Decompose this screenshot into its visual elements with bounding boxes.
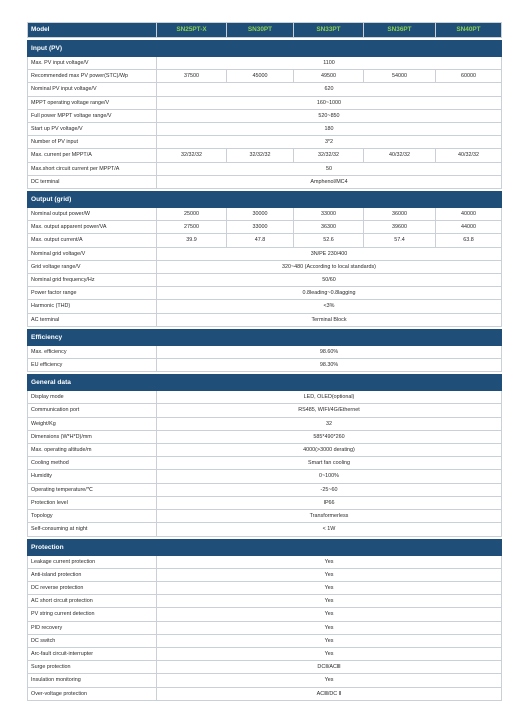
spec-value: 49500 <box>294 70 364 83</box>
spec-row <box>28 109 502 122</box>
spec-label: Power factor range <box>28 287 157 300</box>
spec-label: Topology <box>28 510 157 523</box>
spec-label: EU efficiency <box>28 359 157 372</box>
section-title: Output (grid) <box>28 192 502 208</box>
section-header-row <box>28 375 502 391</box>
spec-value: 32/32/32 <box>294 149 364 162</box>
spec-label: Humidity <box>28 470 157 483</box>
spec-value: 33000 <box>294 208 364 221</box>
spec-value: 4000(>3000 derating) <box>157 444 502 457</box>
spec-row <box>28 634 502 647</box>
spec-label: Recommended max PV power(STC)/Wp <box>28 70 157 83</box>
spec-row <box>28 123 502 136</box>
spec-value: 1100 <box>157 57 502 70</box>
model-header-row <box>28 23 502 38</box>
spec-row <box>28 404 502 417</box>
spec-value: IP66 <box>157 496 502 509</box>
spec-row <box>28 96 502 109</box>
spec-value: 32/32/32 <box>227 149 294 162</box>
section-header-row <box>28 41 502 57</box>
spec-value: DCⅡ/ACⅢ <box>157 661 502 674</box>
spec-label: Nominal grid voltage/V <box>28 247 157 260</box>
model-name: SN36PT <box>364 23 436 38</box>
spec-value: 36000 <box>364 208 436 221</box>
spec-label: Full power MPPT voltage range/V <box>28 109 157 122</box>
spec-label: Leakage current protection <box>28 555 157 568</box>
spec-label: AC terminal <box>28 313 157 326</box>
spec-value: 40/32/32 <box>436 149 502 162</box>
spec-label: Nominal output power/W <box>28 208 157 221</box>
spec-label: Max. efficiency <box>28 345 157 358</box>
spec-value: 3*2 <box>157 136 502 149</box>
spec-label: Grid voltage range/V <box>28 260 157 273</box>
spec-value: 180 <box>157 123 502 136</box>
model-name: SN25PT-X <box>157 23 227 38</box>
spec-value: 40000 <box>436 208 502 221</box>
spec-value: Yes <box>157 608 502 621</box>
spec-label: Over-voltage protection <box>28 687 157 700</box>
spec-row <box>28 136 502 149</box>
spec-row <box>28 581 502 594</box>
spec-row <box>28 417 502 430</box>
spec-row <box>28 523 502 536</box>
spec-row <box>28 687 502 700</box>
spec-row <box>28 555 502 568</box>
spec-row <box>28 313 502 326</box>
spec-value: 44000 <box>436 221 502 234</box>
spec-table <box>27 22 502 701</box>
spec-row <box>28 149 502 162</box>
spec-value: 27500 <box>157 221 227 234</box>
spec-row <box>28 608 502 621</box>
model-label: Model <box>28 23 157 38</box>
spec-label: Insulation monitoring <box>28 674 157 687</box>
spec-value: 160~1000 <box>157 96 502 109</box>
spec-row <box>28 496 502 509</box>
spec-label: Cooling method <box>28 457 157 470</box>
spec-label: Max. current per MPPT/A <box>28 149 157 162</box>
spec-value: -25~60 <box>157 483 502 496</box>
spec-row <box>28 175 502 188</box>
spec-label: Max. PV input voltage/V <box>28 57 157 70</box>
spec-label: Surge protection <box>28 661 157 674</box>
spec-label: Display mode <box>28 391 157 404</box>
spec-value: 63.8 <box>436 234 502 247</box>
spec-row <box>28 57 502 70</box>
spec-label: Nominal grid frequency/Hz <box>28 274 157 287</box>
spec-row <box>28 345 502 358</box>
spec-value: 32/32/32 <box>157 149 227 162</box>
spec-value: Yes <box>157 595 502 608</box>
spec-row <box>28 595 502 608</box>
spec-value: 37500 <box>157 70 227 83</box>
spec-value: 39.9 <box>157 234 227 247</box>
spec-row <box>28 70 502 83</box>
spec-row <box>28 260 502 273</box>
model-name: SN30PT <box>227 23 294 38</box>
spec-value: Terminal Block <box>157 313 502 326</box>
spec-label: Harmonic (THD) <box>28 300 157 313</box>
spec-sheet <box>27 22 501 701</box>
section-header-row <box>28 192 502 208</box>
spec-label: AC short circuit protection <box>28 595 157 608</box>
spec-value: Yes <box>157 581 502 594</box>
spec-row <box>28 457 502 470</box>
section-header-row <box>28 329 502 345</box>
spec-row <box>28 647 502 660</box>
spec-row <box>28 568 502 581</box>
spec-value: 36300 <box>294 221 364 234</box>
spec-row <box>28 470 502 483</box>
spec-row <box>28 162 502 175</box>
spec-value: 40/32/32 <box>364 149 436 162</box>
spec-value: Yes <box>157 621 502 634</box>
spec-value: 585*490*260 <box>157 430 502 443</box>
spec-row <box>28 274 502 287</box>
spec-row <box>28 674 502 687</box>
spec-label: PV string current detection <box>28 608 157 621</box>
section-title: Input (PV) <box>28 41 502 57</box>
spec-value: 60000 <box>436 70 502 83</box>
spec-value: 32 <box>157 417 502 430</box>
spec-label: Protection level <box>28 496 157 509</box>
spec-value: 620 <box>157 83 502 96</box>
spec-value: Transformerless <box>157 510 502 523</box>
spec-label: Anti-island protection <box>28 568 157 581</box>
spec-value: 520~850 <box>157 109 502 122</box>
spec-label: MPPT operating voltage range/V <box>28 96 157 109</box>
spec-value: 25000 <box>157 208 227 221</box>
spec-label: DC terminal <box>28 175 157 188</box>
spec-label: DC switch <box>28 634 157 647</box>
section-header-row <box>28 539 502 555</box>
spec-value: RS485, WIFI/4G/Ethernet <box>157 404 502 417</box>
spec-value: 54000 <box>364 70 436 83</box>
spec-value: Yes <box>157 568 502 581</box>
section-title: General data <box>28 375 502 391</box>
spec-value: 30000 <box>227 208 294 221</box>
spec-row <box>28 483 502 496</box>
spec-label: Max. output apparent power/VA <box>28 221 157 234</box>
spec-label: DC reverse protection <box>28 581 157 594</box>
section-title: Protection <box>28 539 502 555</box>
spec-value: < 1W <box>157 523 502 536</box>
spec-value: Yes <box>157 647 502 660</box>
spec-row <box>28 661 502 674</box>
spec-label: Operating temperature/℃ <box>28 483 157 496</box>
spec-value: 47.8 <box>227 234 294 247</box>
spec-row <box>28 359 502 372</box>
spec-value: 57.4 <box>364 234 436 247</box>
spec-row <box>28 208 502 221</box>
spec-row <box>28 444 502 457</box>
spec-label: Self-consuming at night <box>28 523 157 536</box>
spec-value: Smart fan cooling <box>157 457 502 470</box>
spec-label: Weight/Kg <box>28 417 157 430</box>
spec-value: <3% <box>157 300 502 313</box>
spec-value: ACⅢ/DC Ⅱ <box>157 687 502 700</box>
spec-row <box>28 287 502 300</box>
spec-row <box>28 430 502 443</box>
spec-label: Nominal PV input voltage/V <box>28 83 157 96</box>
spec-value: LED, OLED(optional) <box>157 391 502 404</box>
spec-value: 39600 <box>364 221 436 234</box>
spec-value: Yes <box>157 674 502 687</box>
spec-label: Max.short circuit current per MPPT/A <box>28 162 157 175</box>
spec-row <box>28 234 502 247</box>
spec-row <box>28 510 502 523</box>
spec-label: Communication port <box>28 404 157 417</box>
spec-row <box>28 83 502 96</box>
spec-value: Yes <box>157 634 502 647</box>
spec-label: Dimensions (W*H*D)/mm <box>28 430 157 443</box>
spec-value: Amphenol/MC4 <box>157 175 502 188</box>
spec-label: Max. operating altitude/m <box>28 444 157 457</box>
spec-value: 3N/PE 230/400 <box>157 247 502 260</box>
spec-value: 50 <box>157 162 502 175</box>
spec-row <box>28 300 502 313</box>
spec-label: Max. output current/A <box>28 234 157 247</box>
spec-value: 98.60% <box>157 345 502 358</box>
spec-value: Yes <box>157 555 502 568</box>
section-title: Efficiency <box>28 329 502 345</box>
spec-value: 45000 <box>227 70 294 83</box>
model-name: SN40PT <box>436 23 502 38</box>
spec-value: 33000 <box>227 221 294 234</box>
spec-value: 0~100% <box>157 470 502 483</box>
spec-label: Start up PV voltage/V <box>28 123 157 136</box>
spec-label: PID recovery <box>28 621 157 634</box>
spec-value: 50/60 <box>157 274 502 287</box>
spec-row <box>28 621 502 634</box>
spec-value: 52.6 <box>294 234 364 247</box>
spec-value: 0.8leading~0.8lagging <box>157 287 502 300</box>
spec-table-body <box>28 23 502 701</box>
spec-label: Number of PV input <box>28 136 157 149</box>
spec-value: 320~480 (According to local standards) <box>157 260 502 273</box>
spec-row <box>28 221 502 234</box>
spec-row <box>28 391 502 404</box>
spec-label: Arc-fault circuit-interrupter <box>28 647 157 660</box>
spec-value: 98.30% <box>157 359 502 372</box>
model-name: SN33PT <box>294 23 364 38</box>
spec-row <box>28 247 502 260</box>
